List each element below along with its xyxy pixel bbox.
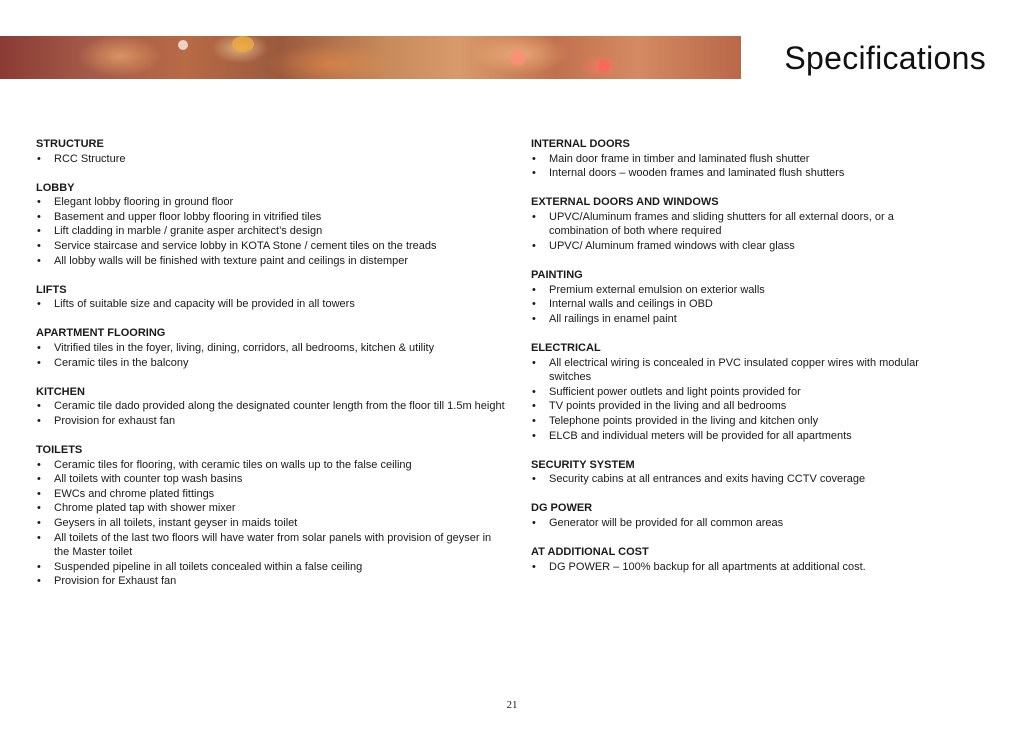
spec-section-external-doors-and-windows	[531, 195, 951, 253]
spec-list	[36, 297, 506, 312]
spec-list	[531, 560, 951, 575]
spec-list	[531, 516, 951, 531]
spec-section-painting	[531, 268, 951, 326]
section-heading: STRUCTURE	[36, 138, 104, 150]
spec-list-item: • ELCB and individual meters will be provided for all apartments	[531, 429, 951, 444]
spec-list-item: • Internal doors – wooden frames and laminated flush shutters	[531, 166, 951, 181]
spec-list-item: • EWCs and chrome plated fittings	[36, 487, 506, 502]
spec-list-item: • Telephone points provided in the living and kitchen only	[531, 414, 951, 429]
spec-list-item: • RCC Structure	[36, 152, 506, 167]
spec-list-item: • Security cabins at all entrances and exits having CCTV coverage	[531, 472, 951, 487]
page-title: Specifications	[784, 40, 986, 76]
spec-section-kitchen	[36, 385, 506, 429]
specifications-right-column	[531, 137, 951, 589]
spec-list-item: • Sufficient power outlets and light points provided for	[531, 385, 951, 400]
spec-list	[531, 472, 951, 487]
section-heading: APARTMENT FLOORING	[36, 327, 166, 340]
spec-list-item: • Internal walls and ceilings in OBD	[531, 297, 951, 312]
spec-list-item: • UPVC/ Aluminum framed windows with clear glass	[531, 239, 951, 254]
spec-section-apartment-flooring	[36, 326, 506, 370]
spec-list	[531, 356, 951, 444]
spec-list-item: • Premium external emulsion on exterior walls	[531, 283, 951, 298]
spec-section-internal-doors	[531, 137, 951, 181]
spec-list	[36, 399, 506, 428]
spec-list-item: • Ceramic tiles in the balcony	[36, 356, 506, 371]
spec-list-item: • Lifts of suitable size and capacity will be provided in all towers	[36, 297, 506, 312]
spec-list	[531, 283, 951, 327]
spec-list-item: • All toilets of the last two floors will have water from solar panels with provision of geyser in the Master toilet	[36, 531, 506, 560]
spec-list-item: • All electrical wiring is concealed in PVC insulated copper wires with modular switches	[531, 356, 951, 385]
specifications-left-column	[36, 137, 506, 603]
section-heading: EXTERNAL DOORS AND WINDOWS	[531, 196, 719, 209]
spec-list-item: • DG POWER – 100% backup for all apartments at additional cost.	[531, 560, 951, 575]
section-heading: KITCHEN	[36, 385, 85, 398]
spec-list-item: • Lift cladding in marble / granite asper architect’s design	[36, 224, 506, 239]
spec-section-electrical	[531, 341, 951, 443]
spec-list	[36, 341, 506, 370]
spec-list	[531, 152, 951, 181]
spec-list-item: • All railings in enamel paint	[531, 312, 951, 327]
spec-section-security-system	[531, 458, 951, 487]
spec-list-item: • Main door frame in timber and laminated flush shutter	[531, 152, 951, 167]
spec-list-item: • Generator will be provided for all common areas	[531, 516, 951, 531]
spec-list	[531, 210, 951, 254]
spec-list-item: • Vitrified tiles in the foyer, living, dining, corridors, all bedrooms, kitchen & utility	[36, 341, 506, 356]
spec-section-dg-power	[531, 501, 951, 530]
spec-list-item: • Service staircase and service lobby in KOTA Stone / cement tiles on the treads	[36, 239, 506, 254]
spec-list-item: • TV points provided in the living and all bedrooms	[531, 399, 951, 414]
spec-list-item: • Elegant lobby flooring in ground floor	[36, 195, 506, 210]
spec-list-item: • Ceramic tiles for flooring, with ceramic tiles on walls up to the false ceiling	[36, 458, 506, 473]
spec-section-lifts	[36, 283, 506, 312]
spec-section-at-additional-cost	[531, 545, 951, 574]
spec-list	[36, 195, 506, 268]
spec-list-item: • UPVC/Aluminum frames and sliding shutters for all external doors, or a combination of both where required	[531, 210, 951, 239]
spec-list-item: • All toilets with counter top wash basins	[36, 472, 506, 487]
spec-section-structure	[36, 137, 506, 166]
spec-list-item: • Suspended pipeline in all toilets concealed within a false ceiling	[36, 560, 506, 575]
section-heading: LIFTS	[36, 283, 67, 296]
spec-list-item: • Provision for Exhaust fan	[36, 574, 506, 589]
spec-list-item: • Ceramic tile dado provided along the designated counter length from the floor till 1.5m height	[36, 399, 506, 414]
spec-list-item: • Geysers in all toilets, instant geyser in maids toilet	[36, 516, 506, 531]
spec-list	[36, 152, 506, 167]
section-heading: DG POWER	[531, 502, 593, 515]
spec-section-lobby	[36, 181, 506, 269]
spec-list-item: • Provision for exhaust fan	[36, 414, 506, 429]
spec-list-item: • Basement and upper floor lobby flooring in vitrified tiles	[36, 210, 506, 225]
spec-list	[36, 458, 506, 589]
section-heading: TOILETS	[36, 444, 83, 456]
section-heading: PAINTING	[531, 269, 583, 282]
page-number: 21	[506, 699, 518, 711]
section-heading: LOBBY	[36, 181, 75, 194]
spec-section-toilets	[36, 443, 506, 589]
section-heading: AT ADDITIONAL COST	[531, 546, 649, 559]
spec-list-item: • Chrome plated tap with shower mixer	[36, 501, 506, 516]
section-heading: ELECTRICAL	[531, 342, 601, 355]
section-heading: INTERNAL DOORS	[531, 138, 630, 150]
section-heading: SECURITY SYSTEM	[531, 458, 635, 471]
spec-list-item: • All lobby walls will be finished with texture paint and ceilings in distemper	[36, 254, 506, 269]
header-banner-image	[0, 36, 741, 79]
